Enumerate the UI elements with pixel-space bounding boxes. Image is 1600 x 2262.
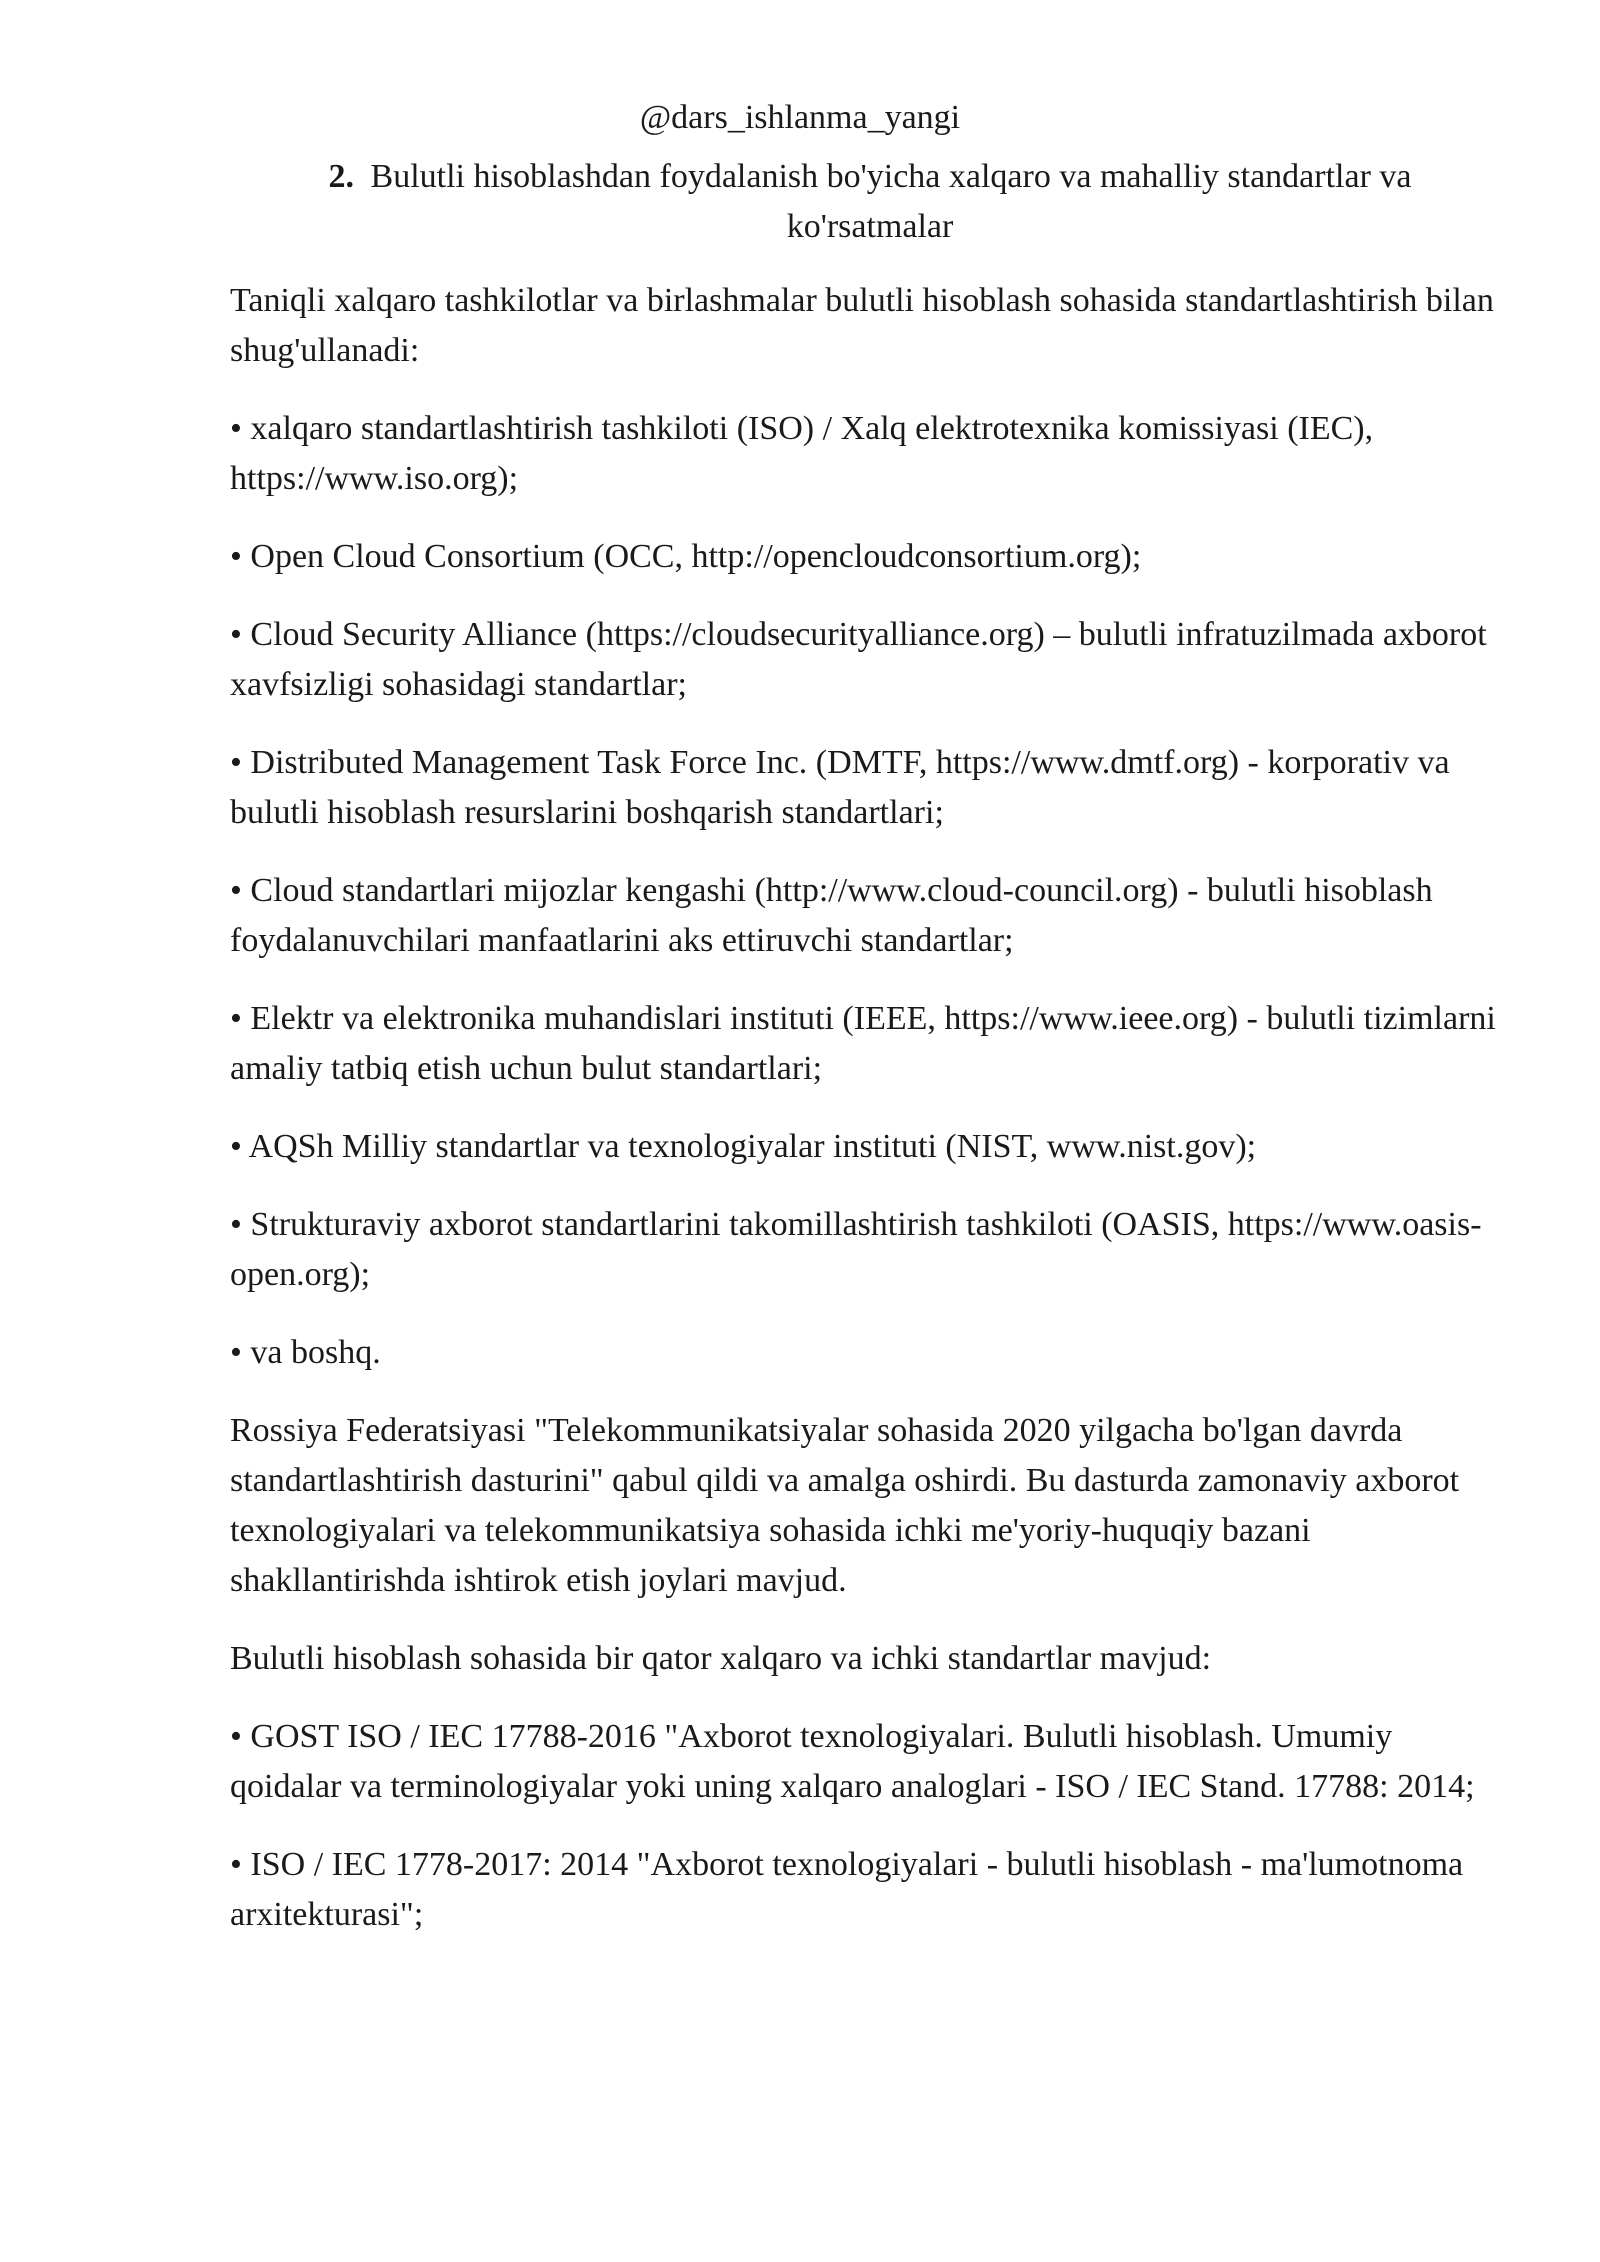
section-title: Bulutli hisoblashdan foydalanish bo'yicha xalqaro va mahalliy standartlar va ko'rsatmalar (370, 158, 1412, 245)
list-item: • Elektr va elektronika muhandislari instituti (IEEE, https://www.ieee.org) - bulutli tizimlarni amaliy tatbiq etish uchun bulut standartlari; (230, 1000, 1496, 1087)
channel-handle: @dars_ishlanma_yangi (639, 99, 961, 136)
body-paragraph: Rossiya Federatsiyasi "Telekommunikatsiyalar sohasida 2020 yilgacha bo'lgan davrda standartlashtirish dasturini" qabul qildi va amalga oshirdi. Bu dasturda zamonaviy axborot texnologiyalari va telekommunikatsiya sohasida ichki me'yoriy-huquqiy bazani shakllantirishda ishtirok etish joylari mavjud. (230, 1412, 1460, 1599)
intro-paragraph: Taniqli xalqaro tashkilotlar va birlashmalar bulutli hisoblash sohasida standartlashtirish bilan shug'ullanadi: (230, 282, 1494, 369)
section-heading (250, 152, 1490, 252)
list-item: • va boshq. (230, 1334, 381, 1371)
list-item: • ISO / IEC 1778-2017: 2014 "Axborot texnologiyalari - bulutli hisoblash - ma'lumotnoma arxitekturasi"; (230, 1846, 1464, 1933)
list-item: • Open Cloud Consortium (OCC, http://opencloudconsortium.org); (230, 538, 1142, 575)
section-number: 2. (328, 158, 355, 195)
list-item: • Distributed Management Task Force Inc. (DMTF, https://www.dmtf.org) - korporativ va bulutli hisoblash resurslarini boshqarish standartlari; (230, 744, 1450, 831)
list-item: • Cloud Security Alliance (https://cloudsecurityalliance.org) – bulutli infratuzilmada axborot xavfsizligi sohasidagi standartlar; (230, 616, 1487, 703)
list-item: • AQSh Milliy standartlar va texnologiyalar instituti (NIST, www.nist.gov); (230, 1128, 1257, 1165)
list-item: • Cloud standartlari mijozlar kengashi (http://www.cloud-council.org) - bulutli hisoblash foydalanuvchilari manfaatlarini aks ettiruvchi standartlar; (230, 872, 1433, 959)
list-item: • GOST ISO / IEC 17788-2016 "Axborot texnologiyalari. Bulutli hisoblash. Umumiy qoidalar va terminologiyalar yoki uning xalqaro analoglari - ISO / IEC Stand. 17788: 2014; (230, 1718, 1475, 1805)
list-item: • xalqaro standartlashtirish tashkiloti (ISO) / Xalq elektrotexnika komissiyasi (IEC), https://www.iso.org); (230, 410, 1374, 497)
list-item: • Strukturaviy axborot standartlarini takomillashtirish tashkiloti (OASIS, https://www.oasis-open.org); (230, 1206, 1482, 1293)
document-body (230, 276, 1500, 1968)
body-paragraph: Bulutli hisoblash sohasida bir qator xalqaro va ichki standartlar mavjud: (230, 1640, 1212, 1677)
